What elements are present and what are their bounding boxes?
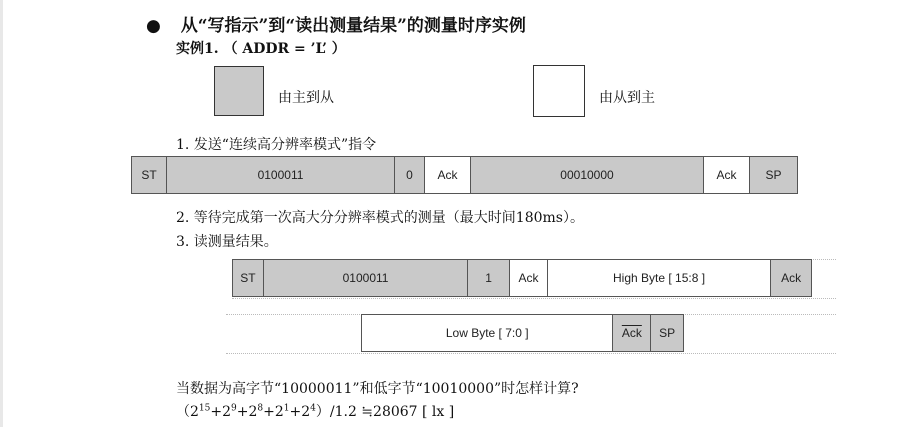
calc-formula	[176, 401, 454, 421]
formula-part: ）/1.2 ≒28067 [ lx ]	[315, 404, 455, 420]
dotted-guide	[226, 353, 836, 354]
formula-part: +2	[263, 404, 284, 420]
section-title	[146, 11, 526, 36]
example-subtitle: 实例1. （ ADDR = ’L’ ）	[176, 41, 346, 57]
step-1-frame	[131, 156, 798, 194]
calc-question: 当数据为高字节“10000011”和低字节“10010000”时怎样计算?	[176, 381, 579, 397]
frame-cell-low-byte: Low Byte [ 7:0 ]	[362, 315, 613, 351]
frame-cell-instruction: 00010000	[471, 157, 704, 193]
formula-part: +2	[236, 404, 258, 420]
dotted-guide	[232, 298, 836, 299]
frame-cell-sp: SP	[651, 315, 683, 351]
frame-cell-high-byte: High Byte [ 15:8 ]	[548, 260, 771, 296]
frame-cell-address: 0100011	[167, 157, 395, 193]
left-edge-rule	[0, 0, 3, 427]
step-3-frame-a	[232, 259, 812, 297]
step-3-frame-b	[361, 314, 684, 352]
frame-cell-rw: 0	[395, 157, 425, 193]
frame-cell-address: 0100011	[264, 260, 468, 296]
exponent: 4	[310, 403, 316, 414]
legend-slave-swatch	[533, 65, 585, 117]
legend-master-swatch	[214, 66, 264, 116]
frame-cell-sp: SP	[750, 157, 797, 193]
exponent: 8	[257, 403, 264, 414]
frame-cell-nack: $\overline{Ack}$	[613, 315, 651, 351]
frame-cell-st: ST	[233, 260, 264, 296]
title-text: 从“写指示”到“读出测量结果”的测量时序实例	[180, 16, 526, 36]
frame-cell-ack: Ack	[425, 157, 471, 193]
step-1-text: 1. 发送“连续高分辨率模式”指令	[176, 137, 377, 153]
formula-part: +2	[289, 404, 311, 420]
frame-cell-ack: Ack	[510, 260, 548, 296]
frame-cell-ack: Ack	[771, 260, 811, 296]
bullet: ●	[146, 16, 161, 36]
step-3-text: 3. 读测量结果。	[176, 234, 278, 250]
frame-cell-st: ST	[132, 157, 167, 193]
legend-slave-label: 由从到主	[599, 90, 655, 106]
exponent: 15	[198, 403, 211, 414]
frame-cell-rw: 1	[468, 260, 510, 296]
step-2-text: 2. 等待完成第一次高大分分辨率模式的测量（最大时间180ms）。	[176, 210, 584, 226]
frame-cell-ack: Ack	[704, 157, 750, 193]
formula-part: （2	[176, 404, 199, 420]
legend-master-label: 由主到从	[278, 90, 334, 106]
exponent: 1	[283, 403, 290, 414]
exponent: 9	[231, 403, 237, 414]
formula-part: +2	[210, 404, 232, 420]
